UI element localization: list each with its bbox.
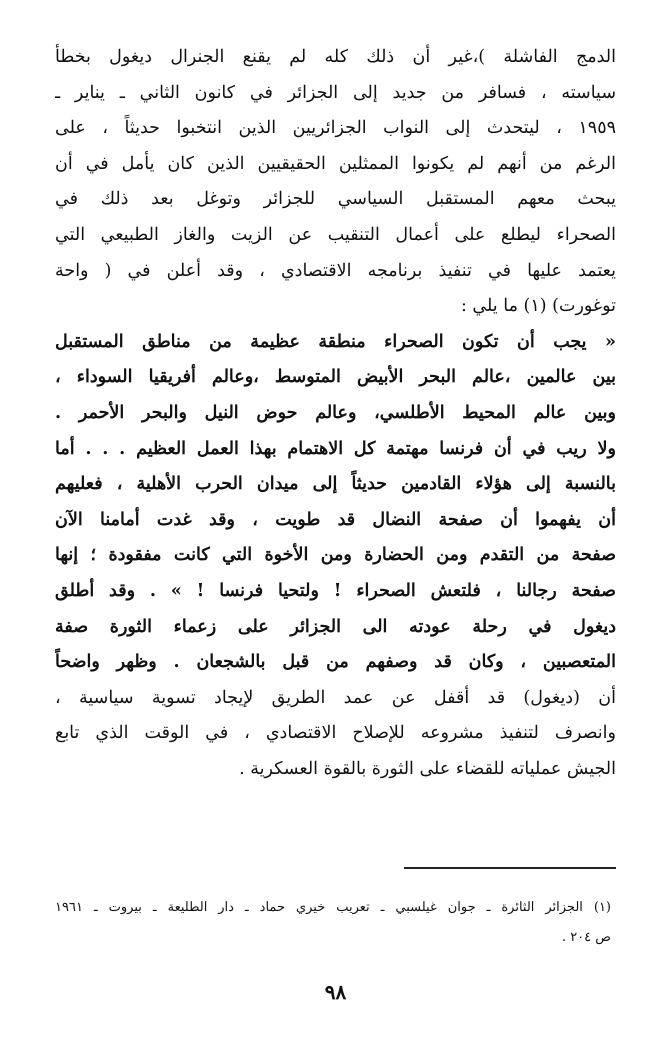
footnote-line: (١) الجزائر الثائرة ـ جوان غيلسبي ـ تعريب خيري حماد ـ دار الطليعة ـ بيروت ـ ١٩٦١ (55, 900, 611, 915)
text-line: أن (ديغول) قد أقفل عن عمد الطريق لإيجاد تسوية سياسية ، (55, 687, 616, 708)
quote-line: ولا ريب في أن فرنسا مهتمة كل الاهتمام بهذا العمل العظيم . . . أما (55, 438, 616, 459)
text-line: الرغم من أنهم لم يكونوا الممثلين الحقيقيين الذين كان يأمل في أن (55, 153, 616, 174)
footnote-divider (404, 867, 616, 869)
footnote (55, 893, 611, 953)
quote-line: بين عالمين ،عالم البحر الأبيض المتوسط ،وعالم أفريقيا السوداء ، (55, 367, 616, 388)
text-line: توغورت) (١) ما يلي : (460, 296, 616, 317)
quote-line: أن يفهموا أن صفحة النضال قد طويت ، وقد غدت أمامنا الآن (55, 509, 616, 530)
text-line: سياسته ، فسافر من جديد إلى الجزائر في كانون الثاني ـ يناير ـ (55, 82, 616, 103)
quote-line: صفحة من التقدم ومن الحضارة ومن الأخوة التي كانت مفقودة ؛ إنها (55, 545, 616, 566)
text-line: ديغول في رحلة عودته الى الجزائر على زعماء الثورة صفة (55, 616, 616, 637)
text-line: الجيش عملياته للقضاء على الثورة بالقوة العسكرية . (239, 758, 616, 779)
footnote-line: ص ٢٠٤ . (561, 930, 611, 945)
quote-line: « يجب أن تكون الصحراء منطقة عظيمة من مناطق المستقبل (55, 331, 616, 352)
text-line: يعتمد عليها في تنفيذ برنامجه الاقتصادي ، وقد أعلن في ( واحة (55, 260, 616, 281)
page-number: ٩٨ (324, 980, 347, 1004)
text-line: وانصرف لتنفيذ مشروعه للإصلاح الاقتصادي ، في الوقت الذي تابع (55, 723, 616, 744)
text-line: المتعصبين ، وكان قد وصفهم من قبل بالشجعان . وظهر واضحاً (55, 652, 616, 673)
quote-line: صفحة رجالنا ، فلتعش الصحراء ! ولتحيا فرنسا ! » . وقد أطلق (55, 580, 616, 601)
text-line: الصحراء ليطلع على أعمال التنقيب عن الزيت والغاز الطبيعي التي (55, 224, 616, 245)
text-line: ١٩٥٩ ، ليتحدث إلى النواب الجزائريين الذين انتخبوا حديثاً ، على (55, 118, 616, 139)
quote-line: بالنسبة إلى هؤلاء القادمين حديثاً إلى ميدان الحرب الأهلية ، فعليهم (55, 474, 616, 495)
main-text-block (55, 40, 616, 787)
text-line: الدمج الفاشلة )،غير أن ذلك كله لم يقنع الجنرال ديغول بخطأ (55, 47, 616, 67)
text-line: يبحث معهم المستقبل السياسي للجزائر وتوغل بعد ذلك في (55, 189, 616, 210)
quote-line: وبين عالم المحيط الأطلسي، وعالم حوض النيل والبحر الأحمر . (55, 402, 616, 423)
